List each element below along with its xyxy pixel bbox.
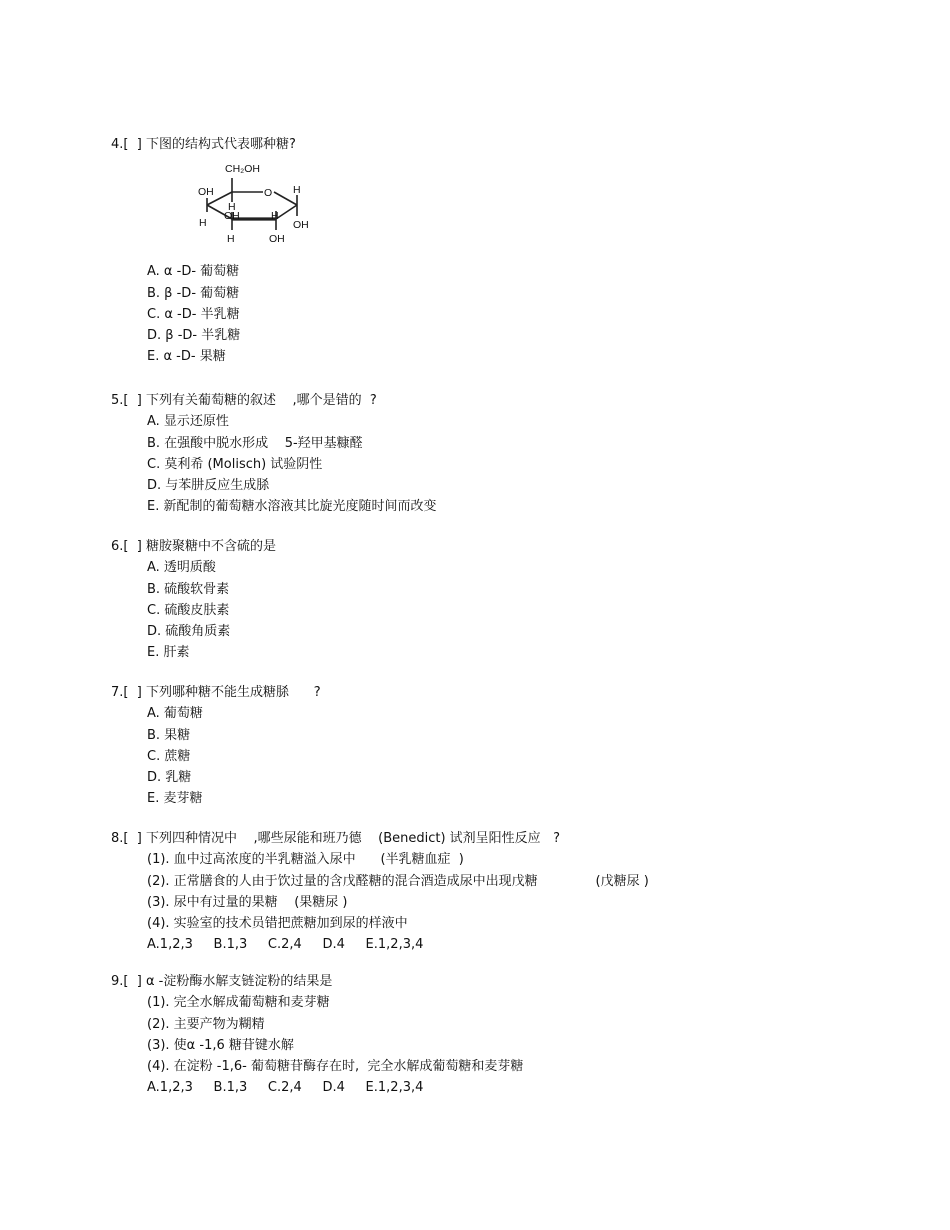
- glucose-structure-figure: [111, 158, 325, 256]
- statement-3: (3). 尿中有过量的果糖 (果糖尿 ): [147, 894, 348, 910]
- option-list: [111, 849, 649, 955]
- h-label: H: [293, 184, 301, 197]
- option-a: A. α -D- 葡萄糖: [147, 264, 240, 280]
- oh-label: OH: [224, 210, 240, 223]
- question-7: [111, 682, 321, 810]
- option-a: A. 葡萄糖: [147, 706, 203, 722]
- option-list: [111, 992, 523, 1098]
- question-6: [111, 536, 276, 664]
- statement-4: (4). 在淀粉 -1,6- 葡萄糖苷酶存在时, 完全水解成葡萄糖和麦芽糖: [147, 1059, 524, 1075]
- oh-label: OH: [269, 233, 285, 246]
- oh-label: OH: [198, 186, 214, 199]
- answer-choices: A.1,2,3 B.1,3 C.2,4 D.4 E.1,2,3,4: [147, 937, 424, 953]
- option-c: C. α -D- 半乳糖: [147, 306, 240, 322]
- question-4: [111, 134, 325, 368]
- option-d: D. 乳糖: [147, 770, 192, 786]
- option-d: D. 与苯肼反应生成脎: [147, 478, 270, 494]
- oh-label: OH: [293, 219, 309, 232]
- question-9: [111, 971, 523, 1099]
- question-stem: 9.[ ] α -淀粉酶水解支链淀粉的结果是: [111, 974, 333, 989]
- h-label: H: [228, 201, 236, 214]
- question-8: [111, 828, 649, 956]
- h-label: H: [227, 233, 235, 246]
- ch2oh-label: CH₂OH: [225, 163, 260, 176]
- option-list: [111, 703, 321, 809]
- option-b: B. 在强酸中脱水形成 5-羟甲基糠醛: [147, 435, 363, 451]
- statement-3: (3). 使α -1,6 糖苷键水解: [147, 1037, 294, 1053]
- question-stem: 4.[ ] 下图的结构式代表哪种糖?: [111, 137, 296, 152]
- option-d: D. β -D- 半乳糖: [147, 328, 241, 344]
- option-d: D. 硫酸角质素: [147, 624, 231, 640]
- option-c: C. 蔗糖: [147, 748, 191, 764]
- h-label: H: [271, 210, 279, 223]
- option-list: [111, 411, 436, 517]
- question-stem: 7.[ ] 下列哪种糖不能生成糖脎 ?: [111, 685, 321, 700]
- option-c: C. 莫利希 (Molisch) 试验阴性: [147, 456, 323, 472]
- option-b: B. 硫酸软骨素: [147, 581, 230, 597]
- option-e: E. 肝素: [147, 645, 190, 661]
- h-label: H: [199, 217, 207, 230]
- option-b: B. β -D- 葡萄糖: [147, 285, 240, 301]
- question-stem: 6.[ ] 糖胺聚糖中不含硫的是: [111, 539, 276, 554]
- statement-1: (1). 血中过高浓度的半乳糖溢入尿中 (半乳糖血症 ): [147, 852, 464, 868]
- haworth-projection-diagram: [195, 158, 325, 256]
- option-a: A. 显示还原性: [147, 414, 229, 430]
- question-stem: 8.[ ] 下列四种情况中 ,哪些尿能和班乃德 (Benedict) 试剂呈阳性反应 ?: [111, 831, 560, 846]
- answer-choices: A.1,2,3 B.1,3 C.2,4 D.4 E.1,2,3,4: [147, 1080, 424, 1096]
- question-5: [111, 390, 436, 518]
- question-stem: 5.[ ] 下列有关葡萄糖的叙述 ,哪个是错的 ?: [111, 393, 377, 408]
- option-list: [111, 261, 325, 367]
- statement-2: (2). 正常膳食的人由于饮过量的含戊醛糖的混合酒造成尿中出现戊糖 (戊糖尿 ): [147, 873, 649, 889]
- statement-4: (4). 实验室的技术员错把蔗糖加到尿的样液中: [147, 916, 408, 932]
- option-a: A. 透明质酸: [147, 560, 216, 576]
- option-e: E. 麦芽糖: [147, 791, 203, 807]
- statement-1: (1). 完全水解成葡萄糖和麦芽糖: [147, 995, 330, 1011]
- option-e: E. 新配制的葡萄糖水溶液其比旋光度随时间而改变: [147, 499, 437, 515]
- option-list: [111, 557, 276, 663]
- ring-oxygen-label: O: [264, 187, 273, 200]
- option-e: E. α -D- 果糖: [147, 349, 226, 365]
- statement-2: (2). 主要产物为糊精: [147, 1016, 265, 1032]
- option-b: B. 果糖: [147, 727, 191, 743]
- option-c: C. 硫酸皮肤素: [147, 602, 230, 618]
